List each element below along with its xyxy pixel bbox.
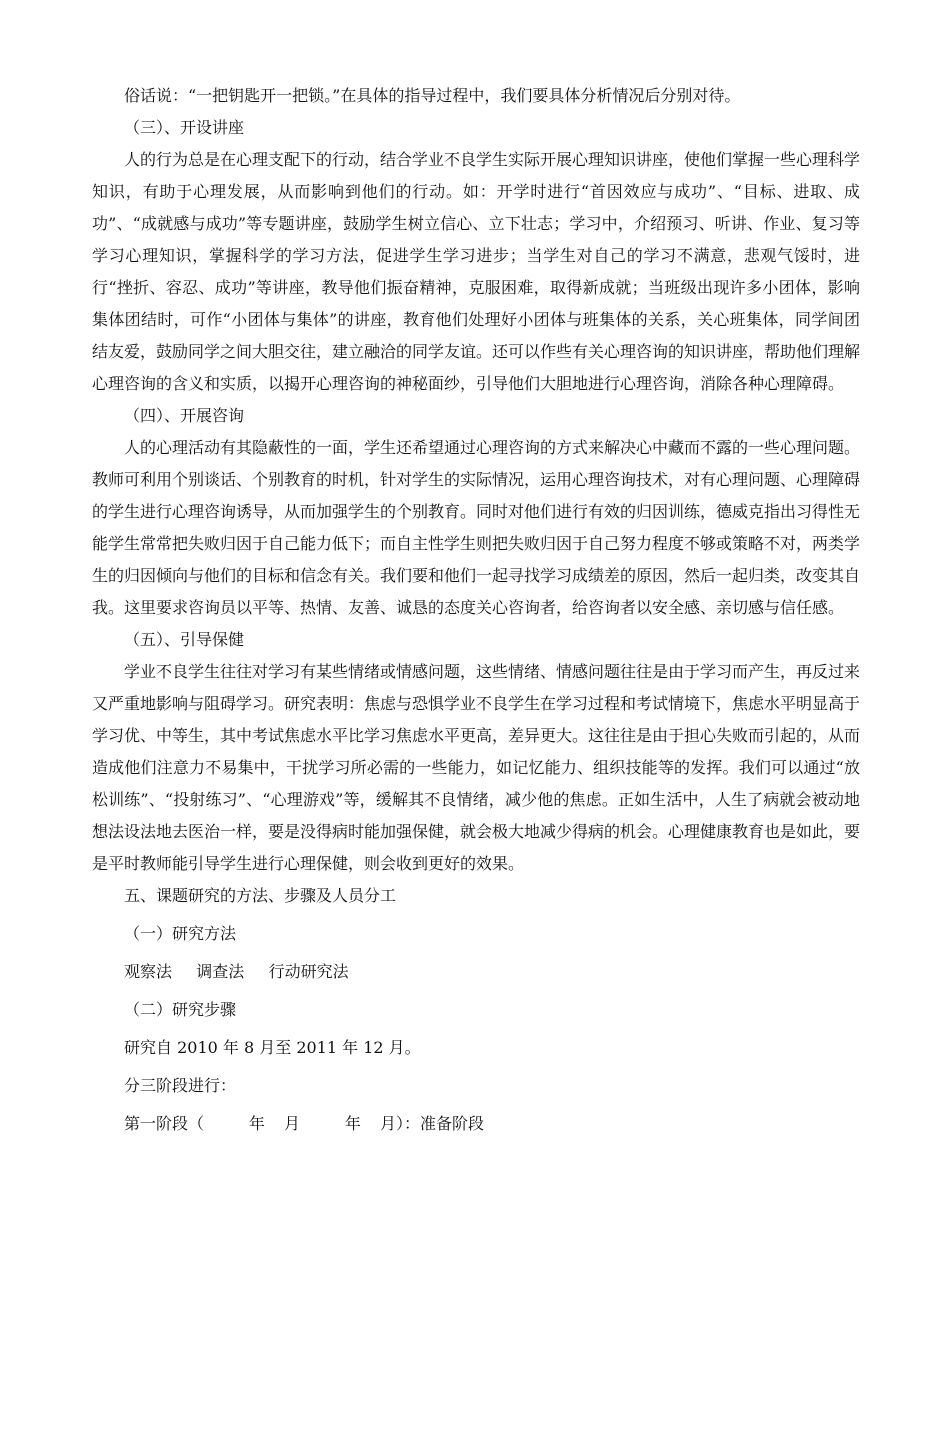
heading-healthcare: （五）、引导保健 bbox=[124, 630, 245, 649]
paragraph-intro: 俗话说：“一把钥匙开一把锁。”在具体的指导过程中，我们要具体分析情况后分别对待。 bbox=[124, 86, 741, 105]
subheading-research-methods: （一）研究方法 bbox=[124, 924, 237, 943]
method-survey: 调查法 bbox=[196, 962, 245, 981]
document-page bbox=[92, 80, 860, 1140]
heading-lectures: （三）、开设讲座 bbox=[124, 118, 245, 137]
stage-one-line bbox=[92, 1108, 860, 1140]
section-title-methods: 五、课题研究的方法、步骤及人员分工 bbox=[124, 886, 397, 905]
subheading-research-steps: （二）研究步骤 bbox=[124, 1000, 237, 1019]
paragraph-healthcare: 学业不良学生往往对学习有某些情绪或情感问题，这些情绪、情感问题往往是由于学习而产生，再反过来又严重地影响与阻碍学习。研究表明：焦虑与恐惧学业不良学生在学习过程和考试情境下，焦虑水平明显高于学习优、中等生，其中考试焦虑水平比学习焦虑水平更高，差异更大。这往往是由于担心失败而引起的，从而造成他们注意力不易集中，干扰学习所必需的一些能力，如记忆能力、组织技能等的发挥。我们可以通过“放松训练”、“投射练习”、“心理游戏”等，缓解其不良情绪，减少他的焦虑。正如生活中，人生了病就会被动地想法设法地去医治一样，要是没得病时能加强保健，就会极大地减少得病的机会。心理健康教育也是如此，要是平时教师能引导学生进行心理保健，则会收到更好的效果。 bbox=[92, 662, 861, 873]
stage-one-prefix: 第一阶段（ bbox=[124, 1114, 205, 1133]
methods-line bbox=[92, 956, 860, 988]
paragraph-counseling: 人的心理活动有其隐蔽性的一面，学生还希望通过心理咨询的方式来解决心中藏而不露的一些心理问题。教师可利用个别谈话、个别教育的时机，针对学生的实际情况，运用心理咨询技术，对有心理问题、心理障碍的学生进行心理咨询诱导，从而加强学生的个别教育。同时对他们进行有效的归因训练，德威克指出习得性无能学生常常把失败归因于自己能力低下；而自主性学生则把失败归因于自己努力程度不够或策略不对，两类学生的归因倾向与他们的目标和信念有关。我们要和他们一起寻找学习成绩差的原因，然后一起归类，改变其自我。这里要求咨询员以平等、热情、友善、诚恳的态度关心咨询者，给咨询者以安全感、亲切感与信任感。 bbox=[92, 438, 861, 617]
stage-one-month-a: 月 bbox=[284, 1114, 301, 1133]
method-observation: 观察法 bbox=[124, 962, 173, 981]
research-period: 研究自 2010 年 8 月至 2011 年 12 月。 bbox=[124, 1038, 421, 1057]
method-action-research: 行动研究法 bbox=[268, 962, 349, 981]
paragraph-lectures: 人的行为总是在心理支配下的行动，结合学业不良学生实际开展心理知识讲座，使他们掌握一些心理科学知识，有助于心理发展，从而影响到他们的行动。如：开学时进行“首因效应与成功”、“目标、进取、成功”、“成就感与成功”等专题讲座，鼓励学生树立信心、立下壮志；学习中，介绍预习、听讲、作业、复习等学习心理知识，掌握科学的学习方法，促进学生学习进步；当学生对自己的学习不满意，悲观气馁时，进行“挫折、容忍、成功”等讲座，教导他们振奋精神，克服困难，取得新成就；当班级出现许多小团体，影响集体团结时，可作“小团体与集体”的讲座，教育他们处理好小团体与班集体的关系，关心班集体，同学间团结友爱，鼓励同学之间大胆交往，建立融洽的同学友谊。还可以作些有关心理咨询的知识讲座，帮助他们理解心理咨询的含义和实质，以揭开心理咨询的神秘面纱，引导他们大胆地进行心理咨询，消除各种心理障碍。 bbox=[92, 150, 861, 393]
heading-counseling: （四）、开展咨询 bbox=[124, 406, 245, 425]
stage-one-suffix: 月）：准备阶段 bbox=[380, 1114, 485, 1133]
phases-intro: 分三阶段进行： bbox=[124, 1076, 237, 1095]
stage-one-year-a: 年 bbox=[248, 1114, 265, 1133]
stage-one-year-b: 年 bbox=[344, 1114, 361, 1133]
